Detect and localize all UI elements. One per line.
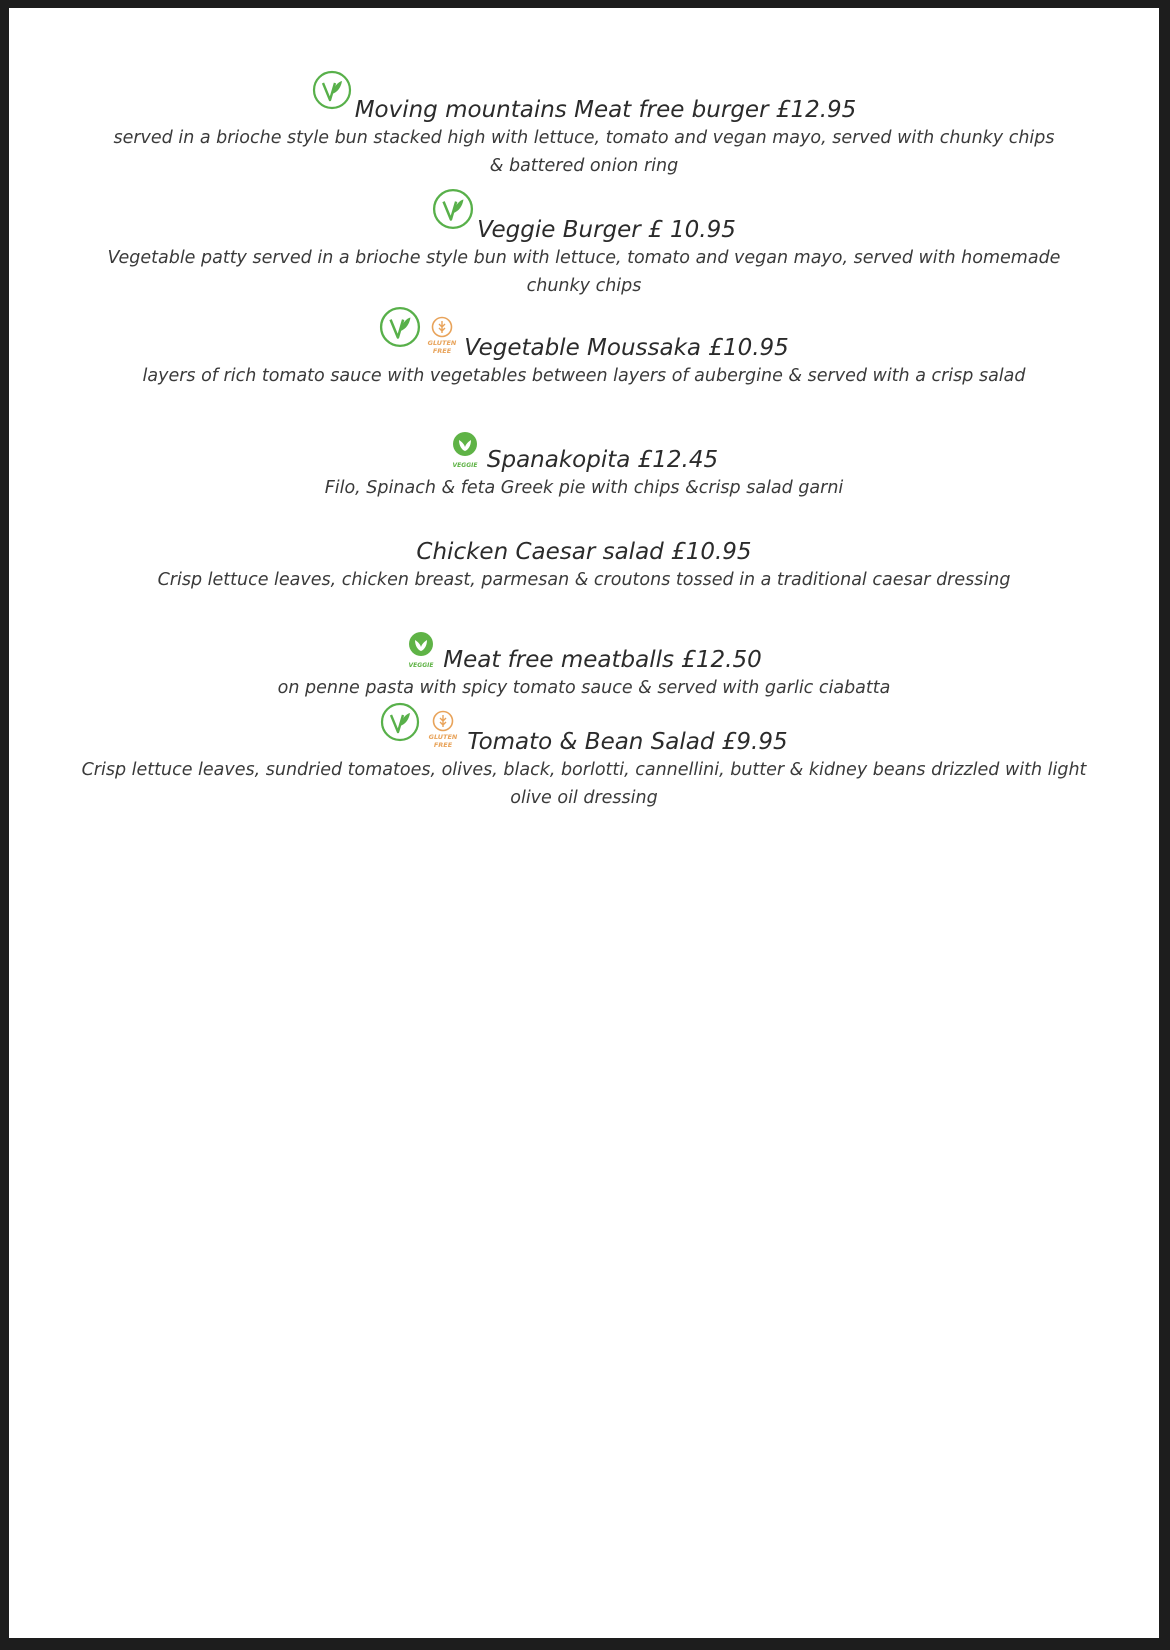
- item-title: Moving mountains Meat free burger £12.95: [354, 97, 857, 123]
- veggie-label: VEGGIE: [408, 662, 434, 669]
- menu-item: [9, 634, 1159, 702]
- item-description: layers of rich tomato sauce with vegetables between layers of aubergine & served with a crisp salad: [142, 366, 1026, 386]
- veggie-label: VEGGIE: [452, 462, 478, 469]
- menu-item: [9, 538, 1159, 594]
- gluten-free-label-line2: FREE: [433, 347, 452, 355]
- item-description: Filo, Spinach & feta Greek pie with chips &crisp salad garni: [324, 478, 844, 498]
- gluten-free-label-line1: GLUTEN: [429, 733, 458, 741]
- veggie-icon: [450, 430, 480, 470]
- gluten-free-label-line2: FREE: [434, 741, 453, 749]
- item-description: Vegetable patty served in a brioche style bun with lettuce, tomato and vegan mayo, served with homemade chunky chips: [107, 248, 1061, 296]
- menu-item: [9, 320, 1159, 390]
- vegan-icon: [312, 70, 352, 110]
- menu-item: [9, 202, 1159, 300]
- menu-item: [9, 716, 1159, 812]
- menu-item: [9, 84, 1159, 180]
- menu-item: [9, 434, 1159, 502]
- item-title: Spanakopita £12.45: [486, 447, 719, 473]
- menu-page: [9, 8, 1159, 1638]
- gluten-free-icon: [424, 710, 462, 750]
- vegan-icon: [380, 702, 420, 742]
- item-title: Veggie Burger £ 10.95: [477, 217, 736, 243]
- item-description: served in a brioche style bun stacked high with lettuce, tomato and vegan mayo, served with chunky chips & battered onion ring: [113, 128, 1055, 176]
- item-description: on penne pasta with spicy tomato sauce & served with garlic ciabatta: [277, 678, 891, 698]
- vegan-icon: [432, 188, 474, 230]
- veggie-icon: [406, 630, 436, 670]
- gluten-free-icon: [425, 316, 459, 356]
- item-title: Chicken Caesar salad £10.95: [416, 539, 752, 565]
- item-title: Vegetable Moussaka £10.95: [464, 335, 789, 361]
- vegan-icon: [379, 306, 421, 348]
- item-title: Tomato & Bean Salad £9.95: [467, 729, 788, 755]
- item-description: Crisp lettuce leaves, chicken breast, parmesan & croutons tossed in a traditional caesar dressing: [157, 570, 1011, 590]
- item-description: Crisp lettuce leaves, sundried tomatoes, olives, black, borlotti, cannellini, butter & kidney beans drizzled with light olive oil dressing: [81, 760, 1087, 808]
- item-title: Meat free meatballs £12.50: [443, 647, 762, 673]
- gluten-free-label-line1: GLUTEN: [427, 339, 457, 347]
